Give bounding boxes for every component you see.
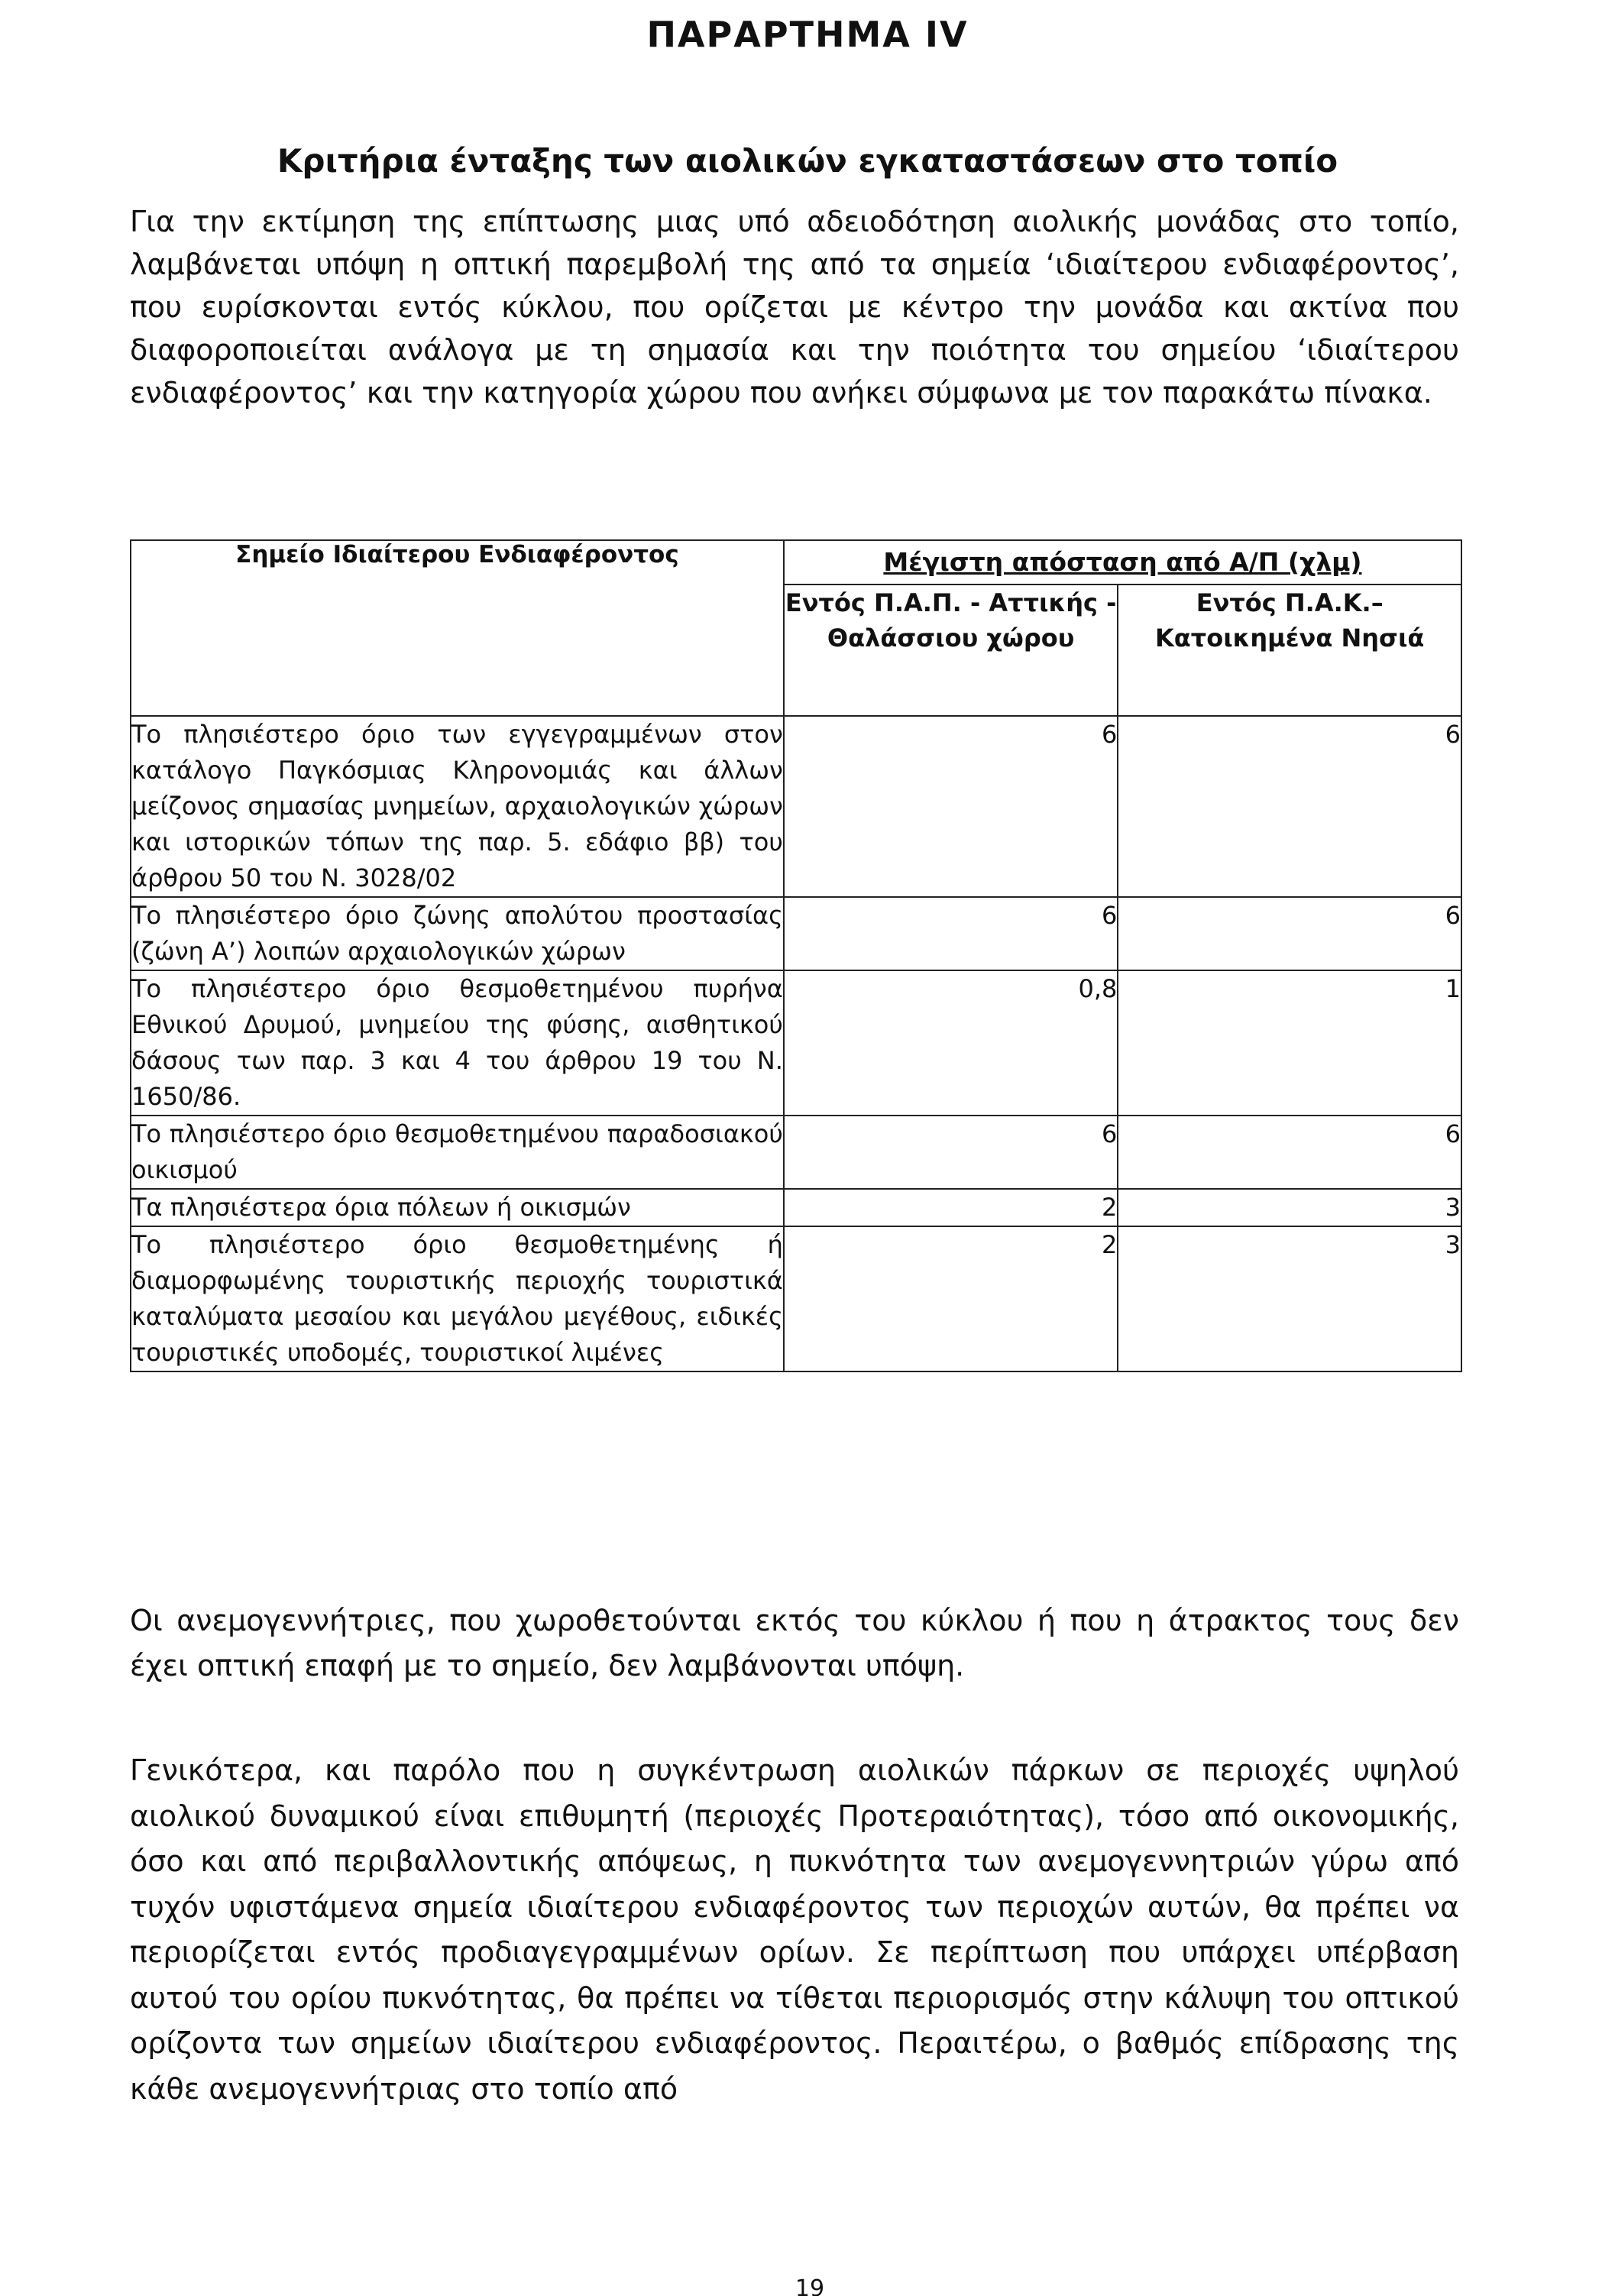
row-zone1-value: 2 — [784, 1189, 1118, 1226]
row-point: Το πλησιέστερο όριο θεσμοθετημένης ή διαμορφωμένης τουριστικής περιοχής τουριστικά καταλύματα μεσαίου και μεγάλου μεγέθους, ειδικές τουριστικές υποδομές, τουριστικοί λιμένες — [131, 1226, 784, 1371]
header-zone1: Εντός Π.Α.Π. - Αττικής - Θαλάσσιου χώρου — [784, 585, 1118, 716]
row-point: Το πλησιέστερο όριο θεσμοθετημένου παραδοσιακού οικισμού — [131, 1116, 784, 1189]
header-point: Σημείο Ιδιαίτερου Ενδιαφέροντος — [131, 540, 784, 716]
page-number: 19 — [795, 2275, 825, 2296]
table-row — [131, 1116, 1461, 1189]
row-zone1-value: 6 — [784, 897, 1118, 970]
table-row — [131, 897, 1461, 970]
table-row — [131, 1189, 1461, 1226]
row-zone2-value: 6 — [1118, 897, 1461, 970]
row-zone1-value: 2 — [784, 1226, 1118, 1371]
paragraph-wind-turbines: Οι ανεμογεννήτριες, που χωροθετούνται εκτός του κύκλου ή που η άτρακτος τους δεν έχει οπτική επαφή με το σημείο, δεν λαμβάνονται υπόψη. — [130, 1604, 1459, 1682]
row-point: Το πλησιέστερο όριο των εγγεγραμμένων στον κατάλογο Παγκόσμιας Κληρονομιάς και άλλων μείζονος σημασίας μνημείων, αρχαιολογικών χώρων και ιστορικών τόπων της παρ. 5. εδάφιο ββ) του άρθρου 50 του Ν. 3028/02 — [131, 716, 784, 897]
paragraph-density: Γενικότερα, και παρόλο που η συγκέντρωση αιολικών πάρκων σε περιοχές υψηλού αιολικού δυναμικού είναι επιθυμητή (περιοχές Προτεραιότητας), τόσο από οικονομικής, όσο και από περιβαλλοντικής απόψεως, η πυκνότητα των ανεμογεννητριών γύρω από τυχόν υφιστάμενα σημεία ιδιαίτερου ενδιαφέροντος των περιοχών αυτών, θα πρέπει να περιορίζεται εντός προδιαγεγραμμένων ορίων. Σε περίπτωση που υπάρχει υπέρβαση αυτού του ορίου πυκνότητας, θα πρέπει να τίθεται περιορισμός στην κάλυψη του οπτικού ορίζοντα των σημείων ιδιαίτερου ενδιαφέροντος. Περαιτέρω, ο βαθμός επίδρασης της κάθε ανεμογεννήτριας στο τοπίο από — [130, 1754, 1459, 2106]
row-zone2-value: 1 — [1118, 970, 1461, 1116]
row-point: Τα πλησιέστερα όρια πόλεων ή οικισμών — [131, 1189, 784, 1226]
section-title: Κριτήρια ένταξης των αιολικών εγκαταστάσεων στο τοπίο — [277, 142, 1338, 180]
row-zone2-value: 6 — [1118, 716, 1461, 897]
row-zone2-value: 3 — [1118, 1226, 1461, 1371]
header-zone2: Εντός Π.Α.Κ.– Κατοικημένα Νησιά — [1118, 585, 1461, 716]
table-header-row — [131, 540, 1461, 585]
row-zone2-value: 3 — [1118, 1189, 1461, 1226]
annex-title: ΠΑΡΑΡΤΗΜΑ IV — [646, 14, 969, 55]
intro-paragraph: Για την εκτίμηση της επίπτωσης μιας υπό αδειοδότηση αιολικής μονάδας στο τοπίο, λαμβάνεται υπόψη η οπτική παρεμβολή της από τα σημεία ‘ιδιαίτερου ενδιαφέροντος’, που ευρίσκονται εντός κύκλου, που ορίζεται με κέντρο την μονάδα και ακτίνα που διαφοροποιείται ανάλογα με τη σημασία και την ποιότητα του σημείου ‘ιδιαίτερου ενδιαφέροντος’ και την κατηγορία χώρου που ανήκει σύμφωνα με τον παρακάτω πίνακα. — [130, 205, 1459, 410]
row-point: Το πλησιέστερο όριο ζώνης απολύτου προστασίας (ζώνη Α’) λοιπών αρχαιολογικών χώρων — [131, 897, 784, 970]
table-row — [131, 716, 1461, 897]
criteria-table — [130, 539, 1462, 1372]
header-max-distance: Μέγιστη απόσταση από Α/Π (χλμ) — [784, 540, 1461, 585]
row-point: Το πλησιέστερο όριο θεσμοθετημένου πυρήνα Εθνικού Δρυμού, μνημείου της φύσης, αισθητικού δάσους των παρ. 3 και 4 του άρθρου 19 του Ν. 1650/86. — [131, 970, 784, 1116]
table-row — [131, 1226, 1461, 1371]
table-row — [131, 970, 1461, 1116]
row-zone1-value: 0,8 — [784, 970, 1118, 1116]
row-zone1-value: 6 — [784, 716, 1118, 897]
row-zone2-value: 6 — [1118, 1116, 1461, 1189]
row-zone1-value: 6 — [784, 1116, 1118, 1189]
